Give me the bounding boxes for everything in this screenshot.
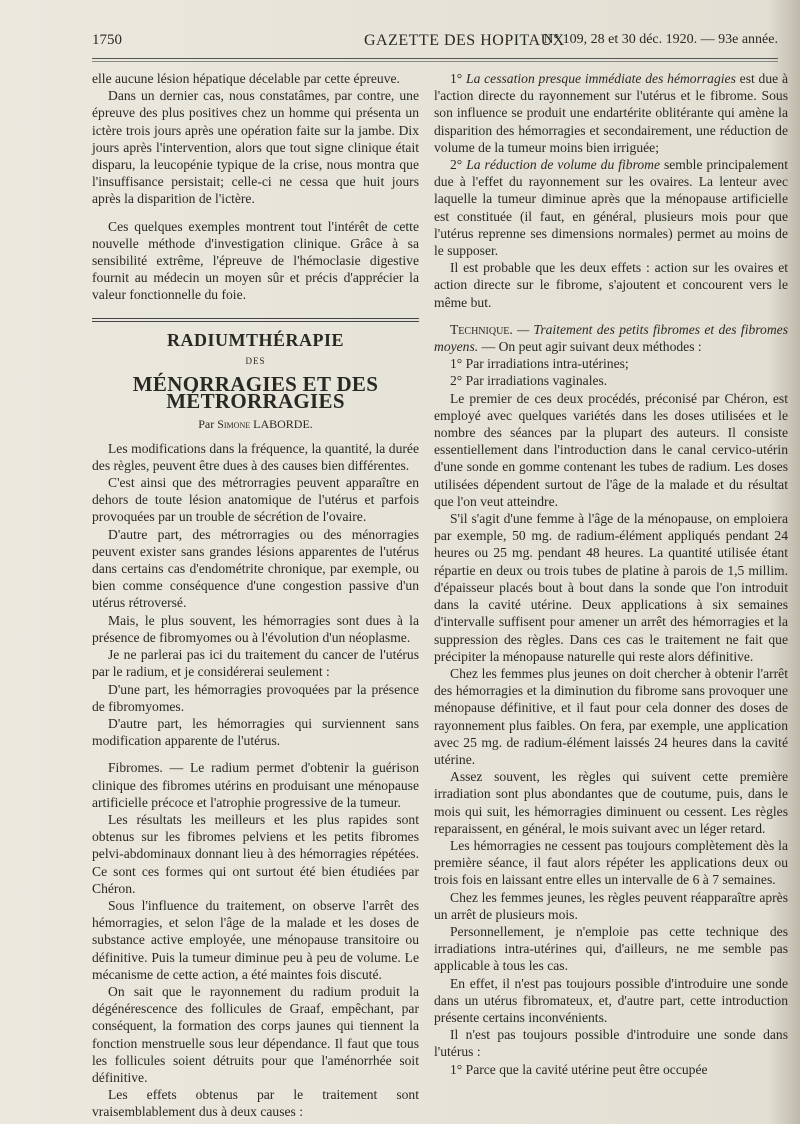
paragraph: Les modifications dans la fréquence, la quantité, la durée des règles, peuvent être dues à des causes bien différentes. bbox=[92, 440, 419, 473]
paragraph: Ces quelques exemples montrent tout l'intérêt de cette nouvelle méthode d'investigation clinique. Grâce à sa sensibilité extrême, l'épreuve de l'hémoclasie digestive fournit au médecin un moyen sûr et précis d'apprécier la valeur fonctionnelle du foie. bbox=[92, 218, 419, 303]
paragraph: On sait que le rayonnement du radium produit la dégénérescence des follicules de Graaf, empêchant, par conséquent, la formation des corps jaunes qui tiennent la fonction menstruelle sous leur dépendance. Il faut que tous les follicules soient détruits pour que l'aménorrhée soit définitive. bbox=[92, 983, 419, 1085]
page-number: 1750 bbox=[92, 32, 122, 48]
paragraph: C'est ainsi que des métrorragies peuvent apparaître en dehors de toute lésion anatomique de l'utérus et parfois provoquées par un trouble de sécrétion de l'ovaire. bbox=[92, 475, 419, 525]
paragraph: Le premier de ces deux procédés, préconisé par Chéron, est employé avec quelques variétés dans les doses utilisées et le nombre des séances par la plupart des auteurs. Il consiste essentiellement dans l'introduction dans le canal cervico-utérin d'une sonde en gomme contenant les tubes de radium. Les doses utilisées dépendent surtout de l'âge de la malade et du résultat que l'on veut atteindre. bbox=[434, 390, 788, 509]
paragraph bbox=[434, 70, 788, 156]
article-subtitle: MÉNORRAGIES ET DES MÉTRORRAGIES bbox=[132, 372, 379, 414]
list-number: 2° bbox=[450, 157, 467, 173]
page-header bbox=[92, 30, 778, 54]
paragraph: Les effets obtenus par le traitement sont vraisemblablement dus à deux causes : bbox=[92, 1087, 419, 1120]
paragraph: Assez souvent, les règles qui suivent cette première irradiation sont plus abondantes que de coutume, puis, dans le mois qui suit, les hémorragies diminuent ou cessent. Les règles reparaissent, en général, le mois suivant avec un léger retard. bbox=[434, 769, 788, 836]
journal-title: GAZETTE DES HOPITAUX bbox=[364, 32, 565, 49]
header-rule bbox=[92, 58, 778, 62]
paragraph: D'autre part, les hémorragies qui surviennent sans modification apparente de l'utérus. bbox=[92, 715, 419, 749]
paragraph: Chez les femmes jeunes, les règles peuvent réapparaître après un arrêt de plusieurs mois. bbox=[434, 889, 788, 922]
article-title-connector: DES bbox=[245, 355, 266, 366]
left-column bbox=[92, 70, 419, 1121]
issue-info: N° 109, 28 et 30 déc. 1920. — 93e année. bbox=[543, 32, 778, 47]
right-column bbox=[434, 70, 788, 1078]
paragraph: Dans un dernier cas, nous constatâmes, par contre, une épreuve des plus positives chez un homme qui présenta un ictère trois jours après une opération faite sur la jambe. Dix jours après l'intervention, alors que tout signe clinique était disparu, la leucopénie typique de la crise, nous montra que l'insuffisance persistait; celle-ci ne cessa que huit jours après la disparition de l'ictère. bbox=[92, 88, 419, 207]
paragraph: Sous l'influence du traitement, on observe l'arrêt des hémorragies, et selon l'âge de la malade et les doses de substance active employée, une ménopause transitoire ou définitive. Puis la tumeur diminue peu à peu de volume. Le mécanisme de cette action, a été maintes fois discuté. bbox=[92, 897, 419, 982]
emphasis: — Traitement des petits fibromes et des fibromes moyens. bbox=[434, 321, 788, 355]
paragraph: Je ne parlerai pas ici du traitement du cancer de l'utérus par le radium, et je considérerai seulement : bbox=[92, 647, 419, 680]
paragraph: elle aucune lésion hépatique décelable par cette épreuve. bbox=[92, 71, 400, 86]
list-number: 1° bbox=[450, 71, 467, 86]
paragraph: D'autre part, des métrorragies ou des ménorragies peuvent exister sans grandes lésions apparentes de l'utérus dans certains cas d'endométrite chronique, par exemple, ou bien comme conséquence d'une congestion passive d'un utérus rétroversé. bbox=[92, 526, 419, 611]
section-heading: Fibromes. bbox=[108, 760, 163, 776]
article-author bbox=[92, 416, 419, 433]
author-name: Simone LABORDE. bbox=[217, 417, 313, 432]
section-heading: Technique. bbox=[450, 321, 513, 337]
paragraph: D'une part, les hémorragies provoquées par la présence de fibromyomes. bbox=[92, 681, 419, 714]
paragraph: Les résultats les meilleurs et les plus rapides sont obtenus sur les fibromes pelviens et les petits fibromes pelvi-abdominaux donnant lieu à des hémorragies répétées. Ce sont ces formes qui ont surtout été bien étudiées par Chéron. bbox=[92, 811, 419, 896]
paragraph: 2° Par irradiations vaginales. bbox=[450, 373, 608, 389]
paragraph: 1° Parce que la cavité utérine peut être occupée bbox=[450, 1061, 708, 1077]
emphasis: La réduction de volume du fibrome bbox=[466, 157, 660, 173]
paragraph-text: semble principalement due à l'effet du rayonnement sur les ovaires. La lenteur avec laquelle la tumeur diminue après que la ménopause artificielle est constituée (il faut, en général, plusieurs mois pour que l'utérus reprenne ses dimensions normales) permet au moins de le supposer. bbox=[434, 157, 788, 259]
article-title: RADIUMTHÉRAPIE bbox=[166, 329, 344, 350]
paragraph bbox=[434, 321, 788, 355]
paragraph-text: — On peut agir suivant deux méthodes : bbox=[478, 339, 702, 355]
paragraph bbox=[92, 759, 419, 811]
paragraph: En effet, il n'est pas toujours possible d'introduire une sonde dans un utérus fibromateux, et, d'autre part, cette introduction présente certains inconvénients. bbox=[434, 975, 788, 1025]
paragraph: Les hémorragies ne cessent pas toujours complètement dès la première séance, il faut alors répéter les applications deux ou trois fois en laissant entre elles un intervalle de 6 à 7 semaines. bbox=[434, 837, 788, 888]
paragraph bbox=[434, 156, 788, 259]
paragraph: 1° Par irradiations intra-utérines; bbox=[450, 356, 629, 372]
paragraph-text: est due à l'action directe du rayonnement sur l'utérus et le fibrome. Sous son influence se produit une endartérite oblitérante qui amène la disparition des hémorragies et secondairement, une réduction de volume de la tumeur moins bien irriguée; bbox=[434, 71, 788, 155]
paragraph: Mais, le plus souvent, les hémorragies sont dues à la présence de fibromyomes ou à l'évolution d'un néoplasme. bbox=[92, 612, 419, 645]
paragraph-text: — Le radium permet d'obtenir la guérison clinique des fibromes utérins en produisant une ménopause artificielle précoce et l'atrophie progressive de la tumeur. bbox=[92, 760, 419, 810]
emphasis: La cessation presque immédiate des hémorragies bbox=[466, 71, 736, 86]
section-divider bbox=[92, 318, 419, 322]
paragraph: S'il s'agit d'une femme à l'âge de la ménopause, on emploiera par exemple, 50 mg. de radium-élément appliqués pendant 24 heures ou 25 mg. pendant 48 heures. La quantité utilisée étant répartie en deux ou trois tubes de platine à parois de 1,5 millim. d'épaisseur placés bout à bout dans la sonde que l'on introduit dans la cavité utérine. Deux applications à six semaines d'intervalle suffisent pour amener un arrêt des hémorragies et la suppression des règles. Dans ces cas le traitement ne fait que précipiter la ménopause naturelle qui reste alors définitive. bbox=[434, 511, 788, 664]
paragraph: Il n'est pas toujours possible d'introduire une sonde dans l'utérus : bbox=[434, 1027, 788, 1060]
paragraph: Il est probable que les deux effets : action sur les ovaires et action directe sur le fibrome, s'ajoutent et concourent vers le même but. bbox=[434, 260, 788, 310]
paragraph: Chez les femmes plus jeunes on doit chercher à obtenir l'arrêt des hémorragies et la diminution du fibrome sans provoquer une ménopause définitive, et il faut pour cela donner des doses de rayonnement plus faibles. On fera, par exemple, une application avec 25 mg. de radium-élément laissés 24 heures dans la cavité utérine. bbox=[434, 665, 788, 767]
author-prefix: Par bbox=[198, 417, 215, 432]
paragraph: Personnellement, je n'emploie pas cette technique des irradiations intra-utérines qui, d'ailleurs, ne me semble pas applicable à tous les cas. bbox=[434, 923, 788, 974]
